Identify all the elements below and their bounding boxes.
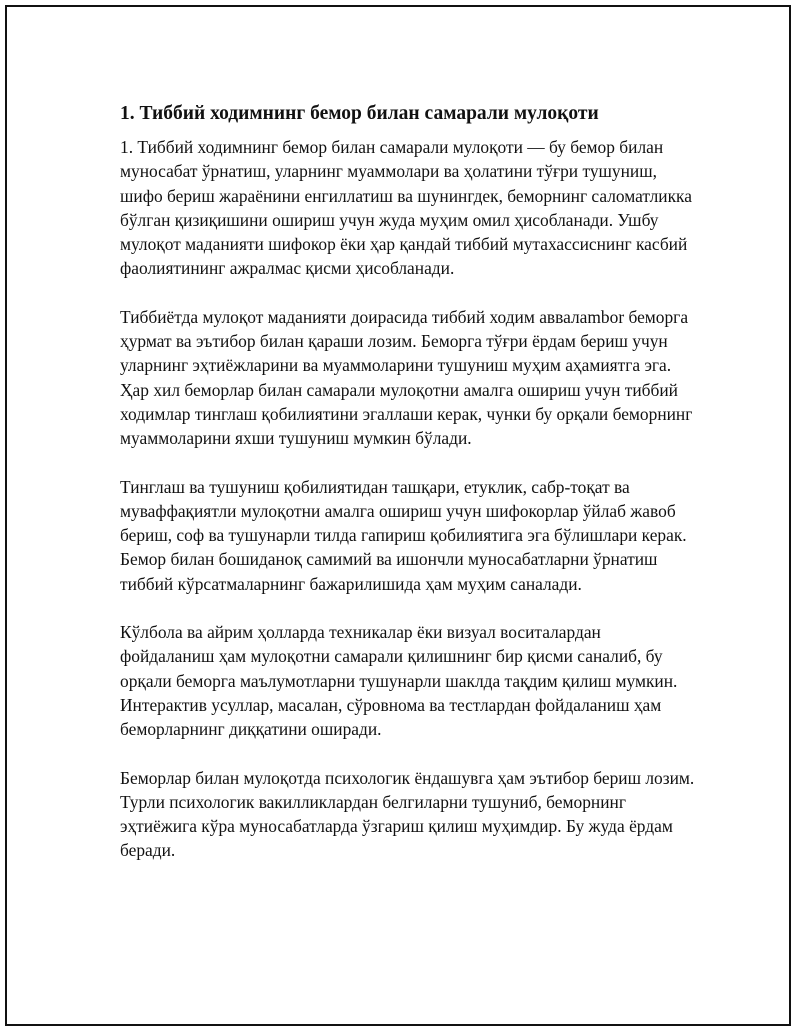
paragraph-2: Тиббиётда мулоқот маданияти доирасида тиббий ходим аввалambor беморга ҳурмат ва эътибор билан қараши лозим. Беморга тўғри ёрдам бериш учун уларнинг эҳтиёжларини ва муаммоларини тушуниш муҳим аҳамиятга эга. Ҳар хил беморлар билан самарали мулоқотни амалга ошириш учун тиббий ходимлар тинглаш қобилиятини эгаллаши керак, чунки бу орқали беморнинг муаммоларини яхши тушуниш мумкин бўлади. (120, 306, 693, 449)
paragraph-5: Беморлар билан мулоқотда психологик ёндашувга ҳам эътибор бериш лозим. Турли психологик вакилликлардан белгиларни тушуниб, беморнинг эҳтиёжига кўра муносабатларда ўзгариш қилиш муҳимдир. Бу жуда ёрдам беради. (120, 767, 695, 861)
paragraph-1: 1. Тиббий ходимнинг бемор билан самарали мулоқоти — бу бемор билан муносабат ўрнатиш, уларнинг муаммолари ва ҳолатини тўғри тушуниш, шифо бериш жараёнини енгиллатиш ва шунингдек, беморнинг саломатликка бўлган қизиқишини ошириш учун жуда муҳим омил ҳисобланади. Ушбу мулоқот маданияти шифокор ёки ҳар қандай тиббий мутахассиснинг касбий фаолиятининг ажралмас қисми ҳисобланади. (120, 137, 692, 279)
document-page (5, 5, 791, 1026)
document-body (120, 99, 695, 887)
paragraph-4: Кўлбола ва айрим ҳолларда техникалар ёки визуал воситалардан фойдаланиш ҳам мулоқотни самарали қилишнинг бир қисми саналиб, бу орқали беморга маълумотларни тушунарли шаклда тақдим қилиш мумкин. Интерактив усуллар, масалан, сўровнома ва тестлардан фойдаланиш ҳам беморларнинг диққатини оширади. (120, 622, 678, 740)
document-heading: 1. Тиббий ходимнинг бемор билан самарали мулоқоти (120, 103, 599, 124)
paragraph-3: Тинглаш ва тушуниш қобилиятидан ташқари, етуклик, сабр-тоқат ва муваффақиятли мулоқотни амалга ошириш учун шифокорлар ўйлаб жавоб бериш, соф ва тушунарли тилда гапириш қобилиятига эга бўлишлари керак. Бемор билан бошиданоқ самимий ва ишончли муносабатларни ўрнатиш тиббий кўрсатмаларнинг бажарилишида ҳам муҳим саналади. (120, 476, 687, 594)
